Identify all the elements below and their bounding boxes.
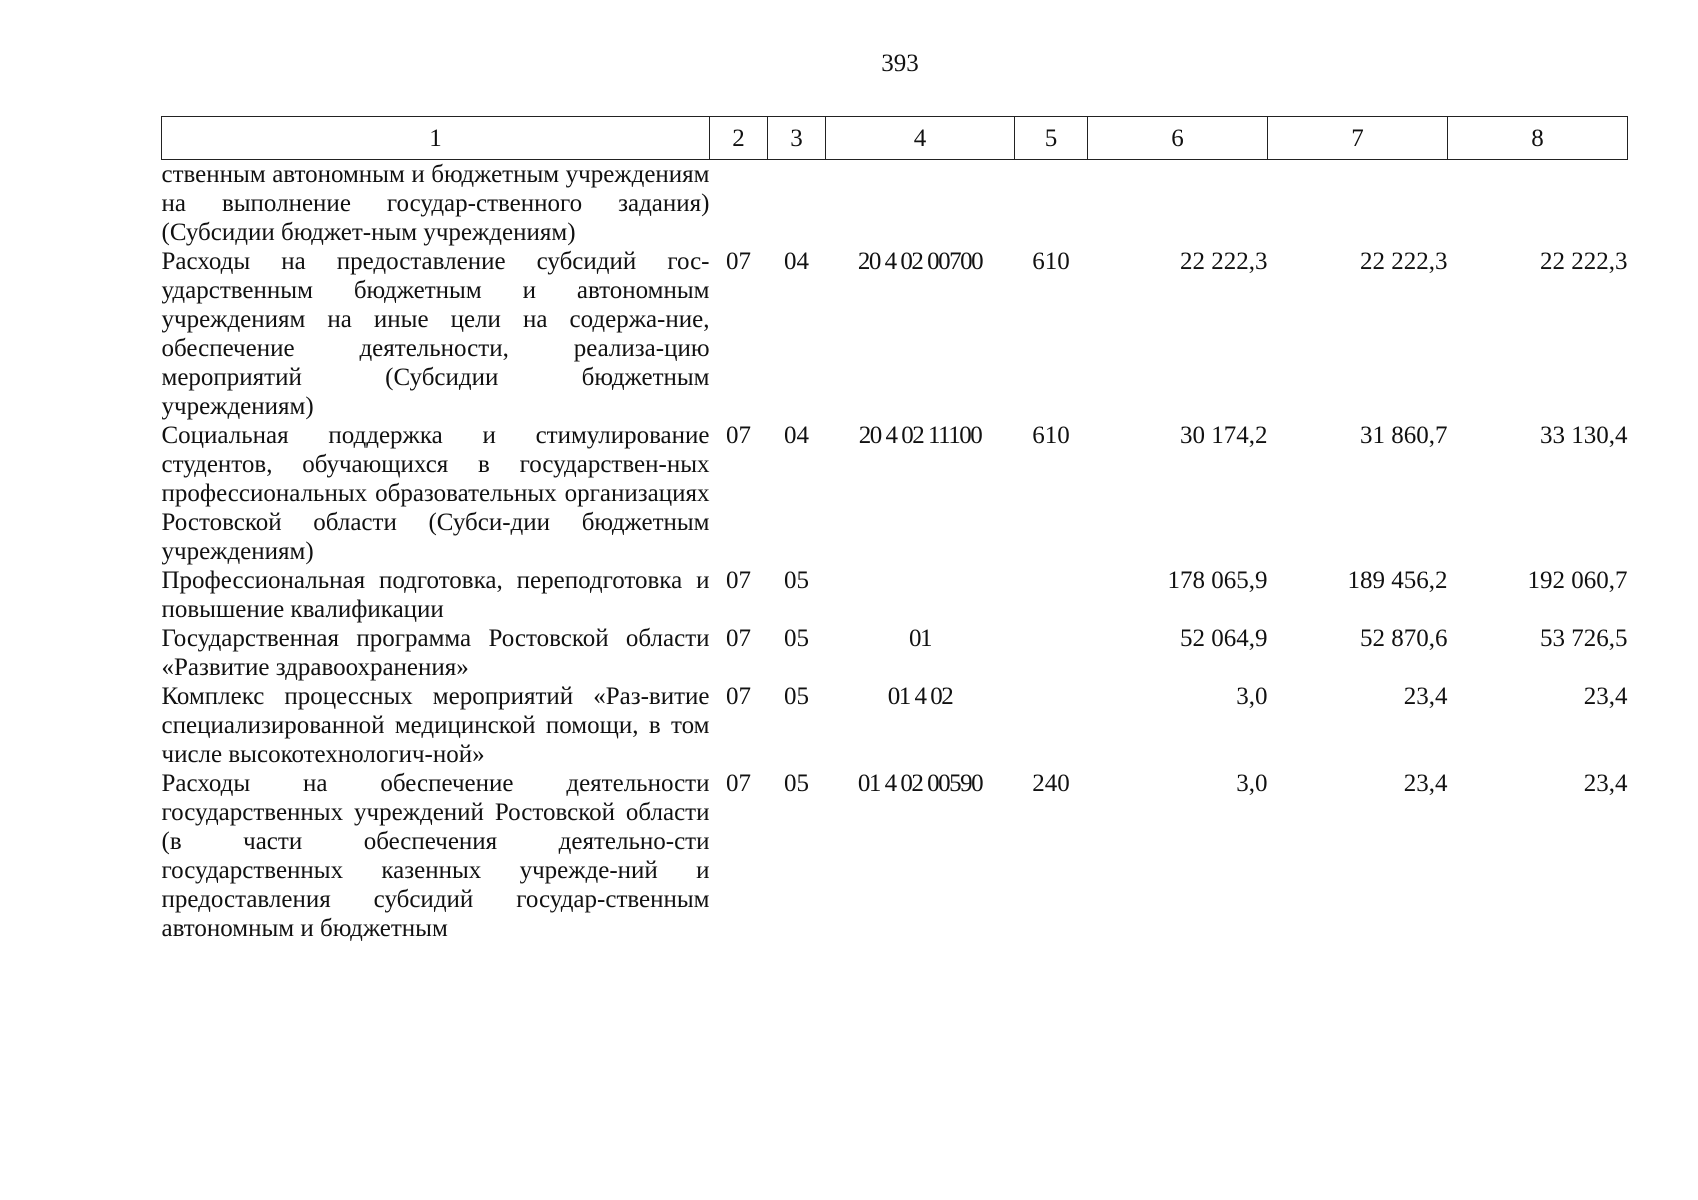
row-vr: [1015, 682, 1088, 769]
row-name: ственным автономным и бюджетным учреждениям на выполнение государ-ственного задания) (Субсидии бюджет-ным учреждениям): [161, 161, 710, 246]
row-year1: 178 065,9: [1167, 567, 1268, 594]
row-rz: 07: [726, 683, 751, 710]
row-csr: 01 4 02 00590: [857, 770, 983, 797]
row-rz: 07: [726, 770, 751, 797]
row-name: Государственная программа Ростовской области «Развитие здравоохранения»: [161, 625, 710, 681]
col-header-5: 5: [1015, 117, 1088, 160]
header-row: [162, 117, 1628, 160]
row-vr: [1015, 566, 1088, 624]
row-csr: [826, 160, 1015, 248]
row-year2: [1268, 160, 1448, 248]
row-pr: 05: [784, 683, 809, 710]
row-year2: 23,4: [1403, 683, 1448, 710]
row-year1: 3,0: [1236, 770, 1268, 797]
col-header-8: 8: [1448, 117, 1628, 160]
budget-table: [161, 116, 1628, 943]
row-year3: [1448, 160, 1628, 248]
row-year1: 30 174,2: [1180, 422, 1268, 449]
col-header-1: 1: [162, 117, 710, 160]
row-rz: [710, 160, 768, 248]
row-year3: 53 726,5: [1540, 625, 1628, 652]
row-rz: 07: [726, 422, 751, 449]
row-pr: 05: [784, 625, 809, 652]
row-year2: 23,4: [1403, 770, 1448, 797]
table-row: [162, 566, 1628, 624]
row-year2: 31 860,7: [1360, 422, 1448, 449]
table-row: [162, 247, 1628, 421]
row-name: Социальная поддержка и стимулирование студентов, обучающихся в государствен-ных профессиональных образовательных организациях Ростовской области (Субси-дии бюджетным учреждениям): [161, 422, 710, 565]
row-vr: [1015, 160, 1088, 248]
row-vr: [1015, 624, 1088, 682]
row-pr: [768, 160, 826, 248]
row-pr: 05: [784, 567, 809, 594]
row-pr: 04: [784, 422, 809, 449]
table-row: [162, 421, 1628, 566]
row-year3: 22 222,3: [1540, 248, 1628, 275]
row-vr: 240: [1032, 770, 1070, 797]
col-header-2: 2: [710, 117, 768, 160]
row-year1: 52 064,9: [1180, 625, 1268, 652]
row-rz: 07: [726, 567, 751, 594]
row-csr: 01 4 02: [887, 683, 953, 710]
row-year1: 22 222,3: [1180, 248, 1268, 275]
row-pr: 04: [784, 248, 809, 275]
table-row: [162, 624, 1628, 682]
row-name: Профессиональная подготовка, переподготовка и повышение квалификации: [161, 567, 710, 623]
col-header-4: 4: [826, 117, 1015, 160]
row-name: Комплекс процессных мероприятий «Раз-витие специализированной медицинской помощи, в том числе высокотехнологич-ной»: [161, 683, 710, 768]
table-row: [162, 160, 1628, 248]
row-year3: 23,4: [1583, 683, 1628, 710]
row-name: Расходы на обеспечение деятельности государственных учреждений Ростовской области (в части обеспечения деятельно-сти государственных казенных учрежде-ний и предоставления субсидий государ-ственным автономным и бюджетным: [161, 770, 710, 942]
row-vr: 610: [1032, 248, 1070, 275]
row-csr: 20 4 02 00700: [857, 248, 983, 275]
row-year2: 52 870,6: [1360, 625, 1448, 652]
row-year3: 33 130,4: [1540, 422, 1628, 449]
col-header-6: 6: [1088, 117, 1268, 160]
row-year3: 192 060,7: [1527, 567, 1628, 594]
row-vr: 610: [1032, 422, 1070, 449]
row-rz: 07: [726, 625, 751, 652]
row-csr: 01: [909, 625, 931, 652]
row-csr: 20 4 02 11100: [858, 422, 982, 449]
row-name: Расходы на предоставление субсидий гос-ударственным бюджетным и автономным учреждениям на иные цели на содержа-ние, обеспечение деятельности, реализа-цию мероприятий (Субсидии бюджетным учреждениям): [161, 248, 710, 420]
row-year3: 23,4: [1583, 770, 1628, 797]
table-row: [162, 769, 1628, 943]
col-header-3: 3: [768, 117, 826, 160]
row-year1: [1088, 160, 1268, 248]
row-year2: 22 222,3: [1360, 248, 1448, 275]
row-year1: 3,0: [1236, 683, 1268, 710]
row-csr: [826, 566, 1015, 624]
row-year2: 189 456,2: [1347, 567, 1448, 594]
row-rz: 07: [726, 248, 751, 275]
table-row: [162, 682, 1628, 769]
row-pr: 05: [784, 770, 809, 797]
page-number: 393: [881, 50, 919, 77]
col-header-7: 7: [1268, 117, 1448, 160]
